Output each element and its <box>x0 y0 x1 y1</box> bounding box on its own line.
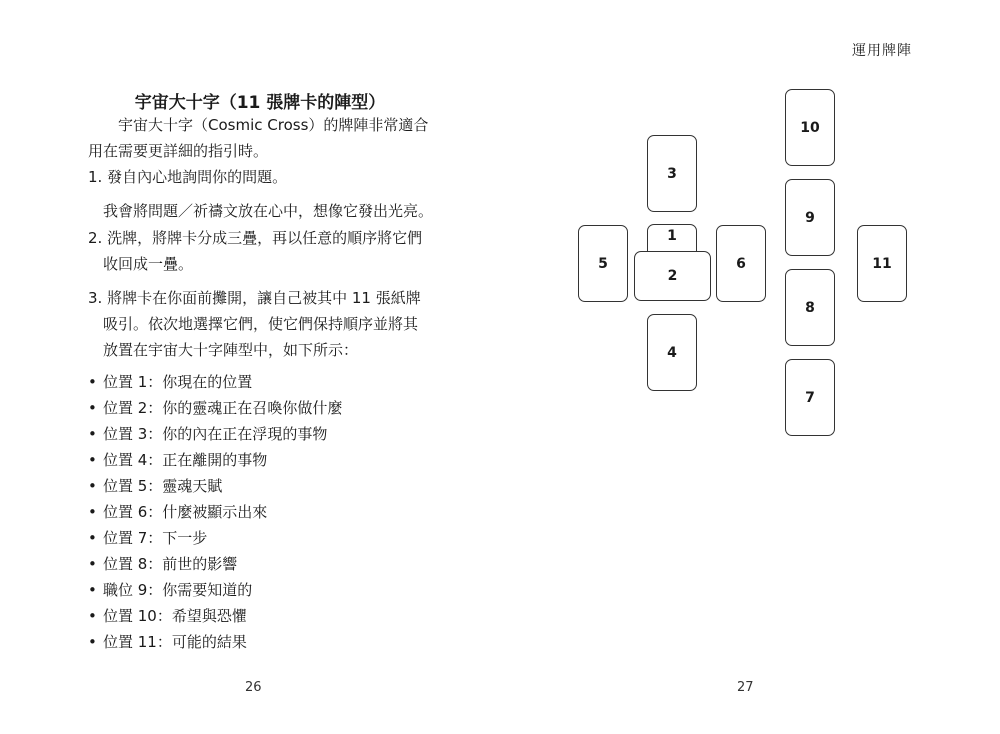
card-8 <box>785 269 835 346</box>
bullet-icon: • <box>88 633 97 651</box>
card-number: 6 <box>736 255 746 272</box>
card-number: 3 <box>667 165 677 182</box>
page-number-right: 27 <box>737 680 754 695</box>
list-item <box>88 580 342 606</box>
card-number: 1 <box>667 228 677 244</box>
list-item <box>88 372 342 398</box>
card-7 <box>785 359 835 436</box>
intro-line-2: 用在需要更詳細的指引時。 <box>88 142 269 160</box>
position-text: 位置 11：可能的結果 <box>103 633 247 651</box>
card-number: 7 <box>805 389 815 406</box>
position-text: 位置 2：你的靈魂正在召喚你做什麼 <box>103 399 343 417</box>
bullet-icon: • <box>88 503 97 521</box>
list-item <box>88 450 342 476</box>
position-text: 位置 5：靈魂天賦 <box>103 477 223 495</box>
card-number: 5 <box>598 255 608 272</box>
position-text: 位置 6：什麼被顯示出來 <box>103 503 268 521</box>
bullet-icon: • <box>88 607 97 625</box>
right-page <box>500 0 1000 734</box>
step-1: 1. 發自內心地詢問你的問題。 <box>88 168 288 186</box>
page-number-left: 26 <box>245 680 262 695</box>
list-item <box>88 554 342 580</box>
step-2-line-2: 收回成一疊。 <box>103 255 194 273</box>
position-text: 位置 10：希望與恐懼 <box>103 607 247 625</box>
list-item <box>88 528 342 554</box>
list-item <box>88 424 342 450</box>
list-item <box>88 502 342 528</box>
card-9 <box>785 179 835 256</box>
intro-line-1: 宇宙大十字（Cosmic Cross）的牌陣非常適合 <box>118 116 429 134</box>
position-text: 位置 4：正在離開的事物 <box>103 451 268 469</box>
card-4 <box>647 314 697 391</box>
bullet-icon: • <box>88 555 97 573</box>
card-number: 8 <box>805 299 815 316</box>
running-header: 運用牌陣 <box>852 43 912 59</box>
card-number: 4 <box>667 344 677 361</box>
position-text: 職位 9：你需要知道的 <box>103 581 253 599</box>
bullet-icon: • <box>88 425 97 443</box>
card-number: 2 <box>667 268 678 284</box>
position-text: 位置 7：下一步 <box>103 529 208 547</box>
step-3-line-2: 吸引。依次地選擇它們，使它們保持順序並將其 <box>103 315 419 333</box>
bullet-icon: • <box>88 373 97 391</box>
positions-list <box>88 372 342 658</box>
card-3 <box>647 135 697 212</box>
bullet-icon: • <box>88 529 97 547</box>
card-number: 9 <box>805 209 815 226</box>
bullet-icon: • <box>88 399 97 417</box>
list-item <box>88 476 342 502</box>
card-number: 10 <box>800 119 820 136</box>
bullet-icon: • <box>88 477 97 495</box>
card-11 <box>857 225 907 302</box>
position-text: 位置 3：你的內在正在浮現的事物 <box>103 425 328 443</box>
list-item <box>88 632 342 658</box>
card-10 <box>785 89 835 166</box>
step-2-line-1: 2. 洗牌，將牌卡分成三疊，再以任意的順序將它們 <box>88 229 423 247</box>
list-item <box>88 606 342 632</box>
spread-title: 宇宙大十字（11 張牌卡的陣型） <box>134 93 386 113</box>
bullet-icon: • <box>88 451 97 469</box>
step-1-detail: 我會將問題／祈禱文放在心中，想像它發出光亮。 <box>103 202 434 220</box>
card-number: 11 <box>872 255 892 272</box>
card-2 <box>634 251 711 301</box>
list-item <box>88 398 342 424</box>
position-text: 位置 1：你現在的位置 <box>103 373 253 391</box>
step-3-line-1: 3. 將牌卡在你面前攤開，讓自己被其中 11 張紙牌 <box>88 289 421 307</box>
step-3-line-3: 放置在宇宙大十字陣型中，如下所示： <box>103 341 359 359</box>
card-5 <box>578 225 628 302</box>
bullet-icon: • <box>88 581 97 599</box>
card-6 <box>716 225 766 302</box>
position-text: 位置 8：前世的影響 <box>103 555 238 573</box>
